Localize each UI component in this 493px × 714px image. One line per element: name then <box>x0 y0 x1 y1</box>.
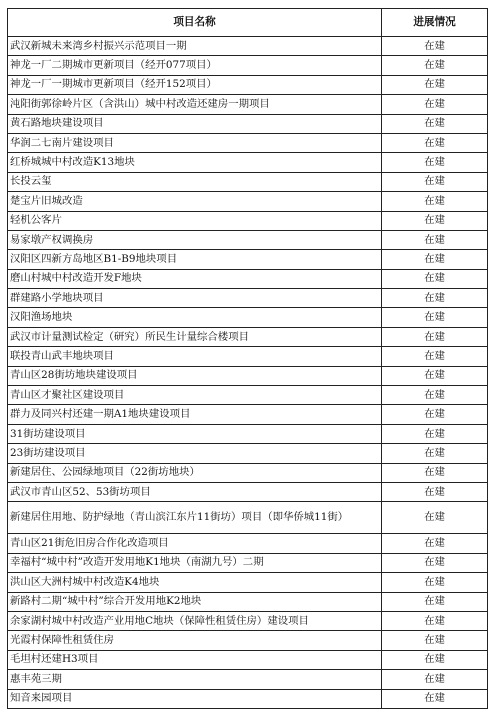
table-row <box>8 592 488 611</box>
project-name-cell: 青山区21街危旧房合作化改造项目 <box>8 534 382 553</box>
project-name-cell: 沌阳街郭徐岭片区（含洪山）城中村改造还建房一期项目 <box>8 95 382 114</box>
project-table-container <box>7 8 487 709</box>
progress-status-cell: 在建 <box>382 95 488 114</box>
table-row <box>8 172 488 191</box>
header-progress-status: 进展情况 <box>382 9 488 37</box>
project-name-cell: 武汉市计量测试检定（研究）所民生计量综合楼项目 <box>8 327 382 346</box>
table-row <box>8 631 488 650</box>
project-name-cell: 磨山村城中村改造开发F地块 <box>8 269 382 288</box>
table-row <box>8 327 488 346</box>
progress-status-cell: 在建 <box>382 192 488 211</box>
project-name-cell: 黄石路地块建设项目 <box>8 114 382 133</box>
progress-status-cell: 在建 <box>382 534 488 553</box>
table-row <box>8 153 488 172</box>
progress-status-cell: 在建 <box>382 75 488 94</box>
project-name-cell: 群力及同兴村还建一期A1地块建设项目 <box>8 405 382 424</box>
project-name-cell: 红桥城城中村改造K13地块 <box>8 153 382 172</box>
table-row <box>8 650 488 669</box>
table-row <box>8 573 488 592</box>
table-row <box>8 386 488 405</box>
table-row <box>8 56 488 75</box>
progress-status-cell: 在建 <box>382 114 488 133</box>
project-name-cell: 汉阳渔场地块 <box>8 308 382 327</box>
project-name-cell: 31街坊建设项目 <box>8 424 382 443</box>
progress-status-cell: 在建 <box>382 386 488 405</box>
project-name-cell: 联投青山武丰地块项目 <box>8 347 382 366</box>
table-row <box>8 289 488 308</box>
table-row <box>8 347 488 366</box>
progress-status-cell: 在建 <box>382 424 488 443</box>
table-row <box>8 670 488 689</box>
project-name-cell: 光霞村保障性租赁住房 <box>8 631 382 650</box>
project-name-cell: 新建居住用地、防护绿地（青山滨江东片11街坊）项目（即华侨城11街） <box>8 502 382 534</box>
progress-status-cell: 在建 <box>382 444 488 463</box>
project-name-cell: 神龙一厂一期城市更新项目（经开152项目） <box>8 75 382 94</box>
project-name-cell: 洪山区大洲村城中村改造K4地块 <box>8 573 382 592</box>
project-name-cell: 易家墩产权调换房 <box>8 230 382 249</box>
progress-status-cell: 在建 <box>382 670 488 689</box>
progress-status-cell: 在建 <box>382 631 488 650</box>
project-name-cell: 长投云玺 <box>8 172 382 191</box>
table-row <box>8 482 488 501</box>
table-row <box>8 75 488 94</box>
table-row <box>8 308 488 327</box>
progress-status-cell: 在建 <box>382 153 488 172</box>
project-name-cell: 毛坦村还建H3项目 <box>8 650 382 669</box>
project-name-cell: 神龙一厂二期城市更新项目（经开077项目） <box>8 56 382 75</box>
table-row <box>8 269 488 288</box>
project-name-cell: 楚宝片旧城改造 <box>8 192 382 211</box>
project-name-cell: 华润二七南片建设项目 <box>8 133 382 152</box>
table-row <box>8 37 488 56</box>
progress-status-cell: 在建 <box>382 650 488 669</box>
progress-status-cell: 在建 <box>382 405 488 424</box>
project-name-cell: 群建路小学地块项目 <box>8 289 382 308</box>
table-row <box>8 689 488 708</box>
progress-status-cell: 在建 <box>382 463 488 482</box>
progress-status-cell: 在建 <box>382 289 488 308</box>
progress-status-cell: 在建 <box>382 56 488 75</box>
table-row <box>8 463 488 482</box>
project-name-cell: 武汉新城未来湾乡村振兴示范项目一期 <box>8 37 382 56</box>
progress-status-cell: 在建 <box>382 37 488 56</box>
project-name-cell: 轻机公客片 <box>8 211 382 230</box>
progress-status-cell: 在建 <box>382 592 488 611</box>
progress-status-cell: 在建 <box>382 250 488 269</box>
progress-status-cell: 在建 <box>382 502 488 534</box>
table-row <box>8 424 488 443</box>
progress-status-cell: 在建 <box>382 230 488 249</box>
header-project-name: 项目名称 <box>8 9 382 37</box>
progress-status-cell: 在建 <box>382 366 488 385</box>
table-row <box>8 211 488 230</box>
table-header-row <box>8 9 488 37</box>
table-row <box>8 192 488 211</box>
table-row <box>8 444 488 463</box>
table-row <box>8 611 488 630</box>
project-name-cell: 新建居住、公园绿地项目（22街坊地块） <box>8 463 382 482</box>
project-name-cell: 知音来园项目 <box>8 689 382 708</box>
table-row <box>8 502 488 534</box>
table-row <box>8 405 488 424</box>
progress-status-cell: 在建 <box>382 611 488 630</box>
table-row <box>8 133 488 152</box>
table-row <box>8 230 488 249</box>
table-row <box>8 534 488 553</box>
project-name-cell: 新路村二期“城中村”综合开发用地K2地块 <box>8 592 382 611</box>
project-progress-table <box>7 8 488 709</box>
table-row <box>8 114 488 133</box>
project-name-cell: 武汉市青山区52、53街坊项目 <box>8 482 382 501</box>
project-name-cell: 青山区28街坊地块建设项目 <box>8 366 382 385</box>
progress-status-cell: 在建 <box>382 347 488 366</box>
progress-status-cell: 在建 <box>382 211 488 230</box>
progress-status-cell: 在建 <box>382 573 488 592</box>
progress-status-cell: 在建 <box>382 133 488 152</box>
project-name-cell: 青山区才聚社区建设项目 <box>8 386 382 405</box>
progress-status-cell: 在建 <box>382 269 488 288</box>
table-row <box>8 553 488 572</box>
table-row <box>8 95 488 114</box>
progress-status-cell: 在建 <box>382 327 488 346</box>
project-name-cell: 汉阳区四新方岛地区B1-B9地块项目 <box>8 250 382 269</box>
progress-status-cell: 在建 <box>382 482 488 501</box>
project-name-cell: 余家湖村城中村改造产业用地C地块（保障性租赁住房）建设项目 <box>8 611 382 630</box>
progress-status-cell: 在建 <box>382 172 488 191</box>
table-row <box>8 250 488 269</box>
progress-status-cell: 在建 <box>382 689 488 708</box>
project-name-cell: 惠丰苑三期 <box>8 670 382 689</box>
project-name-cell: 23街坊建设项目 <box>8 444 382 463</box>
table-row <box>8 366 488 385</box>
progress-status-cell: 在建 <box>382 308 488 327</box>
table-body <box>8 37 488 709</box>
progress-status-cell: 在建 <box>382 553 488 572</box>
project-name-cell: 幸福村“城中村”改造开发用地K1地块（南湖九号）二期 <box>8 553 382 572</box>
